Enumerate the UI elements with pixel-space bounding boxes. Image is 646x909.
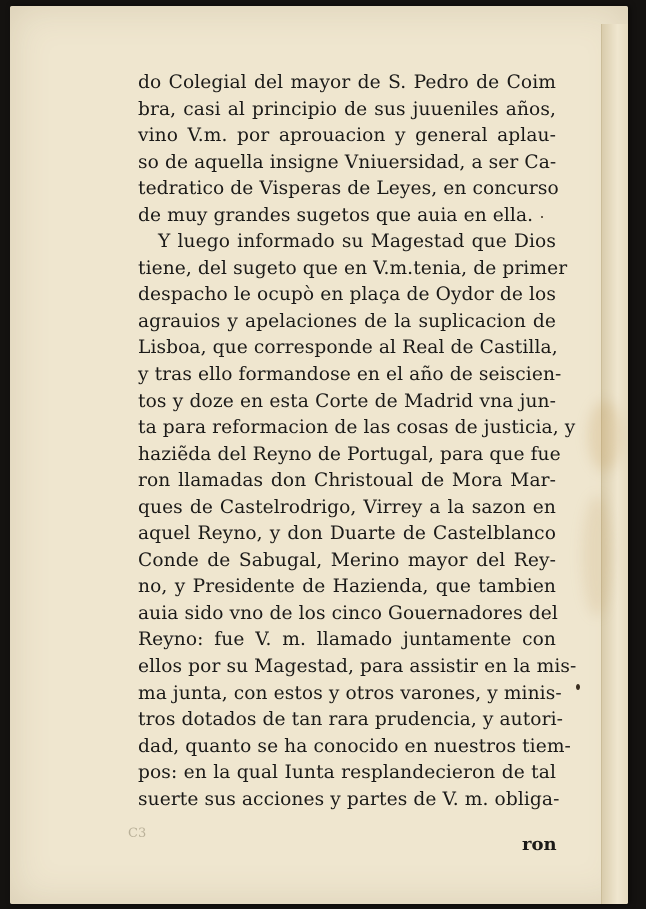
text-line: haziẽda del Reyno de Portugal, para que fue — [138, 443, 561, 465]
text-line: agrauios y apelaciones de la suplicacion de — [138, 310, 556, 332]
text-line: despacho le ocupò en plaça de Oydor de los — [138, 284, 556, 306]
foxing-stain — [582, 496, 612, 616]
book-page — [10, 6, 628, 904]
text-line: aquel Reyno, y don Duarte de Castelblanco — [138, 523, 556, 545]
text-line: Conde de Sabugal, Merino mayor del Rey- — [138, 549, 556, 571]
text-line: Lisboa, que corresponde al Real de Castilla, — [138, 337, 558, 359]
text-line: so de aquella insigne Vniuersidad, a ser Ca- — [138, 151, 557, 173]
ink-speck — [541, 216, 543, 218]
text-line: dad, quanto se ha conocido en nuestros tiem- — [138, 735, 571, 757]
foxing-stain — [588, 401, 622, 471]
body-text — [138, 70, 577, 813]
text-line: pos: en la qual Iunta resplandecieron de tal — [138, 762, 556, 784]
catchword: ron — [522, 834, 557, 855]
text-line: auia sido vno de los cinco Gouernadores del — [138, 602, 558, 624]
text-line: Y luego informado su Magestad que Dios — [158, 231, 556, 253]
text-line: do Colegial del mayor de S. Pedro de Coim — [138, 72, 556, 93]
text-line: tedratico de Visperas de Leyes, en concurso — [138, 178, 559, 200]
text-line: Reyno: fue V. m. llamado juntamente con — [138, 629, 556, 651]
text-line: de muy grandes sugetos que auia en ella. — [138, 204, 534, 226]
text-line: no, y Presidente de Hazienda, que tambien — [138, 576, 556, 598]
text-line: ron llamadas don Christoual de Mora Mar- — [138, 470, 556, 492]
text-line: tiene, del sugeto que en V.m.tenia, de primer — [138, 257, 568, 279]
text-line: bra, casi al principio de sus juueniles años, — [138, 98, 556, 120]
text-line: vino V.m. por aprouacion y general aplau- — [138, 125, 556, 147]
text-line: ellos por su Magestad, para assistir en la mis- — [138, 656, 577, 678]
text-line: suerte sus acciones y partes de V. m. obliga- — [138, 788, 560, 810]
signature-mark: C3 — [128, 826, 147, 841]
text-line: y tras ello formandose en el año de seiscien- — [138, 364, 562, 386]
text-line: ques de Castelrodrigo, Virrey a la sazon en — [138, 496, 556, 518]
text-line: tros dotados de tan rara prudencia, y autori- — [138, 709, 564, 731]
text-line: ma junta, con estos y otros varones, y minis- — [138, 682, 562, 704]
text-line: ta para reformacion de las cosas de justicia, y — [138, 417, 576, 439]
text-line: tos y doze en esta Corte de Madrid vna jun- — [138, 390, 556, 412]
ink-speck — [576, 684, 580, 690]
